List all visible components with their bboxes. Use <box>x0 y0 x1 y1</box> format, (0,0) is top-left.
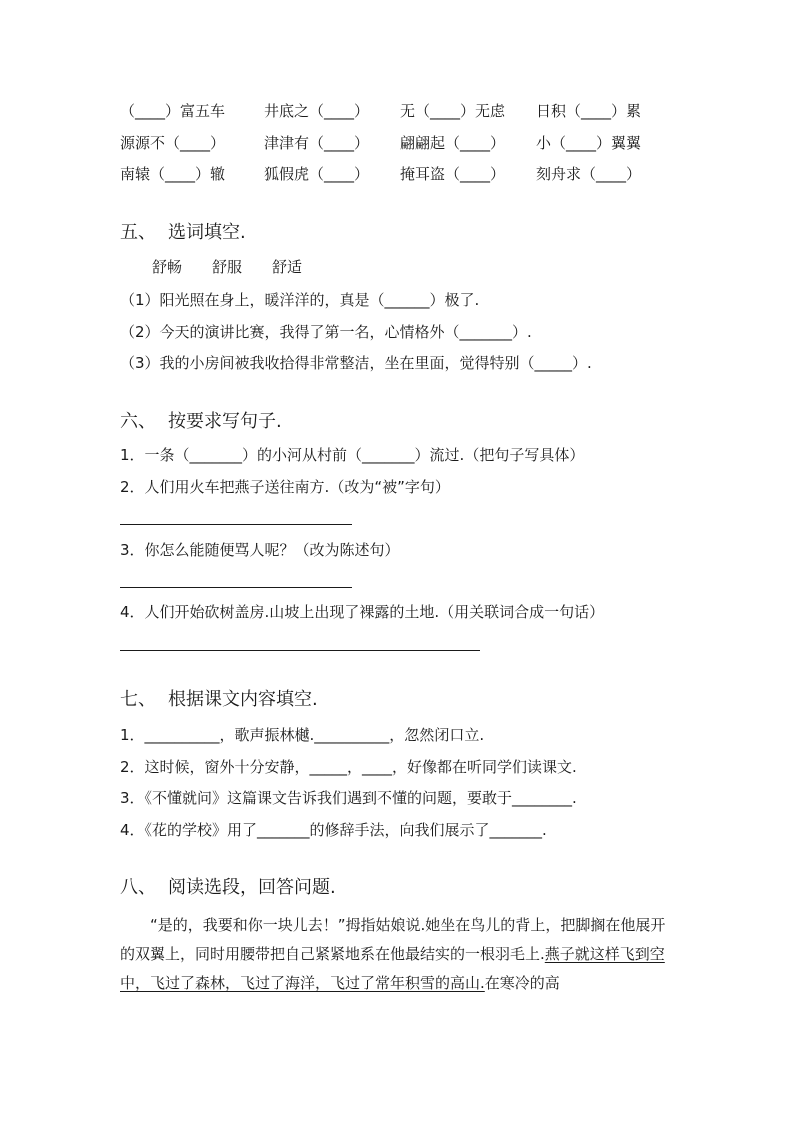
reading-passage <box>120 911 680 998</box>
idiom-item: （____）富五车 <box>120 102 226 120</box>
answer-line <box>120 650 480 651</box>
idiom-item: 无（____）无虑 <box>400 102 506 120</box>
question-item: 1．一条（_______）的小河从村前（_______）流过.（把句子写具体） <box>120 446 585 464</box>
word-option: 舒畅 <box>152 258 183 276</box>
word-option: 舒服 <box>212 258 243 276</box>
section-number: 五、 <box>120 222 156 243</box>
question-item: （1）阳光照在身上，暖洋洋的，真是（______）极了. <box>120 291 480 309</box>
question-item: 1．__________，歌声振林樾.__________，忽然闭口立. <box>120 726 485 744</box>
idiom-item: 翩翩起（____） <box>400 134 506 152</box>
answer-line <box>120 524 352 525</box>
passage-text-tail: 在寒冷的高 <box>484 974 560 992</box>
question-item: 2．人们用火车把燕子送往南方.（改为“被”字句） <box>120 478 450 496</box>
word-option: 舒适 <box>272 258 303 276</box>
question-item: 4．人们开始砍树盖房.山坡上出现了裸露的土地.（用关联词合成一句话） <box>120 603 605 621</box>
section-title: 根据课文内容填空. <box>168 689 318 710</box>
section-heading-8 <box>120 876 336 900</box>
section-title: 按要求写句子. <box>168 411 282 432</box>
word-options <box>152 257 332 277</box>
question-item: 4．《花的学校》用了_______的修辞手法，向我们展示了_______. <box>120 821 547 839</box>
question-item: （2）今天的演讲比赛，我得了第一名，心情格外（_______）. <box>120 323 532 341</box>
section-heading-6 <box>120 410 282 434</box>
question-item: 3．《不懂就问》这篇课文告诉我们遇到不懂的问题，要敢于________. <box>120 789 577 807</box>
question-item: 3．你怎么能随便骂人呢？（改为陈述句） <box>120 541 400 559</box>
idiom-item: 日积（____）累 <box>536 102 642 120</box>
section-heading-7 <box>120 688 318 712</box>
idiom-item: 南辕（____）辙 <box>120 165 226 183</box>
passage-text: “是的，我要和你一块儿去！”拇指姑娘说.她坐在鸟儿的背上，把脚搁在他展开的双翼上，同时用腰带把自己紧紧地系在他最结实的一根羽毛上. <box>120 916 666 963</box>
section-number: 六、 <box>120 411 156 432</box>
section-heading-5 <box>120 221 246 245</box>
section-number: 八、 <box>120 877 156 898</box>
answer-line <box>120 587 352 588</box>
question-item: （3）我的小房间被我收拾得非常整洁，坐在里面，觉得特别（_____）. <box>120 354 592 372</box>
idiom-item: 津津有（____） <box>264 134 370 152</box>
idiom-item: 小（____）翼翼 <box>536 134 642 152</box>
section-number: 七、 <box>120 689 156 710</box>
section-title: 阅读选段，回答问题. <box>168 877 336 898</box>
passage-underlined-text: 燕子就这样飞到空中，飞过了森林，飞过了海洋，飞过了常年积雪的高山. <box>120 945 665 992</box>
question-item: 2．这时候，窗外十分安静，_____，____，好像都在听同学们读课文. <box>120 758 577 776</box>
idiom-item: 源源不（____） <box>120 134 226 152</box>
idiom-item: 刻舟求（____） <box>536 165 642 183</box>
idiom-item: 狐假虎（____） <box>264 165 370 183</box>
idiom-item: 井底之（____） <box>264 102 370 120</box>
idiom-item: 掩耳盗（____） <box>400 165 506 183</box>
section-title: 选词填空. <box>168 222 246 243</box>
